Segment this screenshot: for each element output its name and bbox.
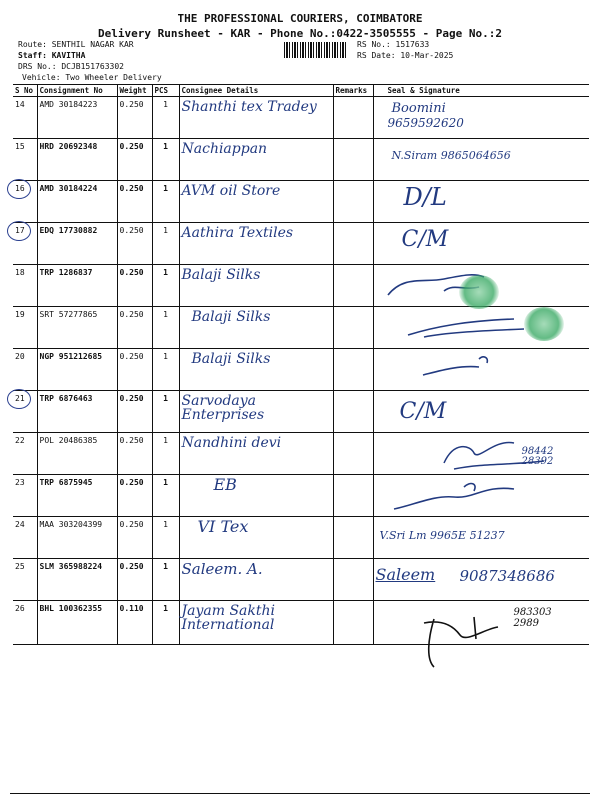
signature-cell [373, 265, 589, 307]
weight-cell: 0.250 [117, 433, 152, 475]
consignment-cell: SRT 57277865 [37, 307, 117, 349]
consignment-cell: TRP 6876463 [37, 391, 117, 433]
runsheet-subtitle: Delivery Runsheet - KAR - Phone No.:0422-3505555 - Page No.:2 [98, 27, 502, 40]
signature-cell [373, 223, 589, 265]
remarks-cell [333, 349, 373, 391]
table-row [13, 475, 589, 517]
pcs-cell: 1 [152, 307, 179, 349]
runsheet-title: THE PROFESSIONAL COURIERS, COIMBATORE [177, 12, 423, 25]
signature-cell [373, 517, 589, 559]
consignee-cell [179, 307, 333, 349]
consignee-cell [179, 433, 333, 475]
consignment-cell: BHL 100362355 [37, 601, 117, 645]
col-header-remarks: Remarks [333, 85, 373, 97]
weight-cell: 0.250 [117, 349, 152, 391]
remarks-cell [333, 517, 373, 559]
signature-scribble [384, 475, 534, 515]
consignee-cell [179, 181, 333, 223]
table-row [13, 97, 589, 139]
table-row [13, 349, 589, 391]
consignee-cell [179, 97, 333, 139]
consignee-cell [179, 391, 333, 433]
consignee-cell [179, 559, 333, 601]
circle-mark [7, 389, 31, 409]
weight-cell: 0.250 [117, 139, 152, 181]
weight-cell: 0.250 [117, 265, 152, 307]
sno-cell: 23 [13, 475, 37, 517]
table-row [13, 391, 589, 433]
signature-text: V.Sri Lm 9965E 51237 [379, 529, 505, 542]
pcs-cell: 1 [152, 475, 179, 517]
pcs-cell: 1 [152, 349, 179, 391]
signature-cell [373, 391, 589, 433]
consignee-handwriting: VI Tex [197, 517, 249, 536]
sno-cell: 18 [13, 265, 37, 307]
table-row [13, 601, 589, 645]
circle-mark [7, 179, 31, 199]
consignment-cell: SLM 365988224 [37, 559, 117, 601]
col-header-signature: Seal & Signature [373, 85, 589, 97]
sno-cell: 24 [13, 517, 37, 559]
weight-cell: 0.250 [117, 97, 152, 139]
signature-cell [373, 97, 589, 139]
consignee-handwriting: Balaji Silks [181, 267, 261, 283]
consignment-cell: TRP 6875945 [37, 475, 117, 517]
signature-cell [373, 433, 589, 475]
consignee-handwriting: AVM oil Store [181, 183, 281, 199]
consignment-cell: TRP 1286837 [37, 265, 117, 307]
sno-cell: 14 [13, 97, 37, 139]
consignee-cell [179, 223, 333, 265]
table-row [13, 223, 589, 265]
consignee-handwriting: Balaji Silks [191, 309, 271, 325]
sno-cell: 15 [13, 139, 37, 181]
sno-cell: 16 [13, 181, 37, 223]
consignee-handwriting: EB [213, 475, 237, 494]
signature-cell [373, 601, 589, 645]
col-header-weight: Weight [117, 85, 152, 97]
consignee-handwriting: Nachiappan [181, 141, 268, 157]
rs-number: RS No.: 1517633 [357, 40, 430, 49]
weight-cell: 0.250 [117, 391, 152, 433]
remarks-cell [333, 265, 373, 307]
pcs-cell: 1 [152, 601, 179, 645]
remarks-cell [333, 307, 373, 349]
pcs-cell: 1 [152, 517, 179, 559]
barcode [284, 42, 348, 58]
green-stamp [459, 275, 499, 309]
col-header-pcs: PCS [152, 85, 179, 97]
remarks-cell [333, 139, 373, 181]
sno-cell: 20 [13, 349, 37, 391]
signature-cell [373, 181, 589, 223]
signature-text: C/M [399, 399, 447, 424]
table-row [13, 433, 589, 475]
consignee-handwriting: Jayam Sakthi International [181, 603, 275, 633]
sno-cell: 26 [13, 601, 37, 645]
weight-cell: 0.250 [117, 559, 152, 601]
pcs-cell: 1 [152, 139, 179, 181]
pcs-cell: 1 [152, 97, 179, 139]
consignment-cell: POL 20486385 [37, 433, 117, 475]
consignee-handwriting: Shanthi tex Tradey [181, 99, 317, 115]
sno-cell: 17 [13, 223, 37, 265]
remarks-cell [333, 601, 373, 645]
consignment-cell: NGP 951212685 [37, 349, 117, 391]
signature-scribble [404, 307, 544, 347]
rs-date: RS Date: 10-Mar-2025 [357, 51, 454, 60]
signature-phone: 98442 28392 [521, 446, 554, 467]
remarks-cell [333, 475, 373, 517]
pcs-cell: 1 [152, 223, 179, 265]
sno-cell: 25 [13, 559, 37, 601]
remarks-cell [333, 391, 373, 433]
consignment-cell: AMD 30184223 [37, 97, 117, 139]
signature-text: C/M [401, 227, 449, 252]
signature-cell [373, 559, 589, 601]
sno-cell: 22 [13, 433, 37, 475]
weight-cell: 0.250 [117, 517, 152, 559]
col-header-consignee: Consignee Details [179, 85, 333, 97]
signature-text: Boomini [391, 101, 446, 116]
table-row [13, 139, 589, 181]
signature-cell [373, 349, 589, 391]
consignee-cell [179, 265, 333, 307]
consignment-cell: AMD 30184224 [37, 181, 117, 223]
col-header-sno: S No [13, 85, 37, 97]
signature-cell [373, 307, 589, 349]
weight-cell: 0.250 [117, 223, 152, 265]
remarks-cell [333, 223, 373, 265]
signature-scribble [419, 349, 539, 385]
signature-cell [373, 475, 589, 517]
remarks-cell [333, 181, 373, 223]
weight-cell: 0.250 [117, 181, 152, 223]
consignee-handwriting: Sarvodaya Enterprises [181, 393, 265, 423]
consignee-cell [179, 601, 333, 645]
route-label: Route: SENTHIL NAGAR KAR [18, 40, 134, 49]
pcs-cell: 1 [152, 559, 179, 601]
col-header-consignment: Consignment No [37, 85, 117, 97]
consignment-cell: EDQ 17730882 [37, 223, 117, 265]
table-row [13, 181, 589, 223]
consignment-cell: HRD 20692348 [37, 139, 117, 181]
weight-cell: 0.110 [117, 601, 152, 645]
pcs-cell: 1 [152, 265, 179, 307]
table-row [13, 265, 589, 307]
remarks-cell [333, 433, 373, 475]
consignee-cell [179, 517, 333, 559]
consignee-cell [179, 475, 333, 517]
signature-phone: 9659592620 [387, 116, 464, 130]
consignee-cell [179, 139, 333, 181]
table-row [13, 517, 589, 559]
weight-cell: 0.250 [117, 475, 152, 517]
remarks-cell [333, 559, 373, 601]
signature-text: N.Siram 9865064656 [391, 149, 511, 162]
page-bottom-rule [10, 793, 590, 794]
table-header-row [13, 85, 589, 97]
table-row [13, 307, 589, 349]
consignee-handwriting: Balaji Silks [191, 351, 271, 367]
table-row [13, 559, 589, 601]
circle-mark [7, 221, 31, 241]
runsheet-table [13, 84, 589, 645]
consignee-handwriting: Aathira Textiles [181, 225, 294, 241]
remarks-cell [333, 97, 373, 139]
pcs-cell: 1 [152, 181, 179, 223]
consignment-cell: MAA 303204399 [37, 517, 117, 559]
pcs-cell: 1 [152, 433, 179, 475]
signature-text: Saleem [375, 565, 436, 584]
staff-label: Staff: KAVITHA [18, 51, 86, 60]
consignee-cell [179, 349, 333, 391]
weight-cell: 0.250 [117, 307, 152, 349]
signature-text: D/L [403, 183, 447, 211]
consignee-handwriting: Nandhini devi [181, 435, 282, 451]
signature-phone: 9087348686 [459, 567, 555, 585]
pcs-cell: 1 [152, 391, 179, 433]
sno-cell: 21 [13, 391, 37, 433]
vehicle-label: Vehicle: Two Wheeler Delivery [22, 73, 162, 82]
green-stamp [524, 307, 564, 341]
signature-phone: 983303 2989 [513, 607, 552, 629]
drs-label: DRS No.: DCJB151763302 [18, 62, 124, 71]
consignee-handwriting: Saleem. A. [181, 560, 263, 578]
sno-cell: 19 [13, 307, 37, 349]
signature-cell [373, 139, 589, 181]
